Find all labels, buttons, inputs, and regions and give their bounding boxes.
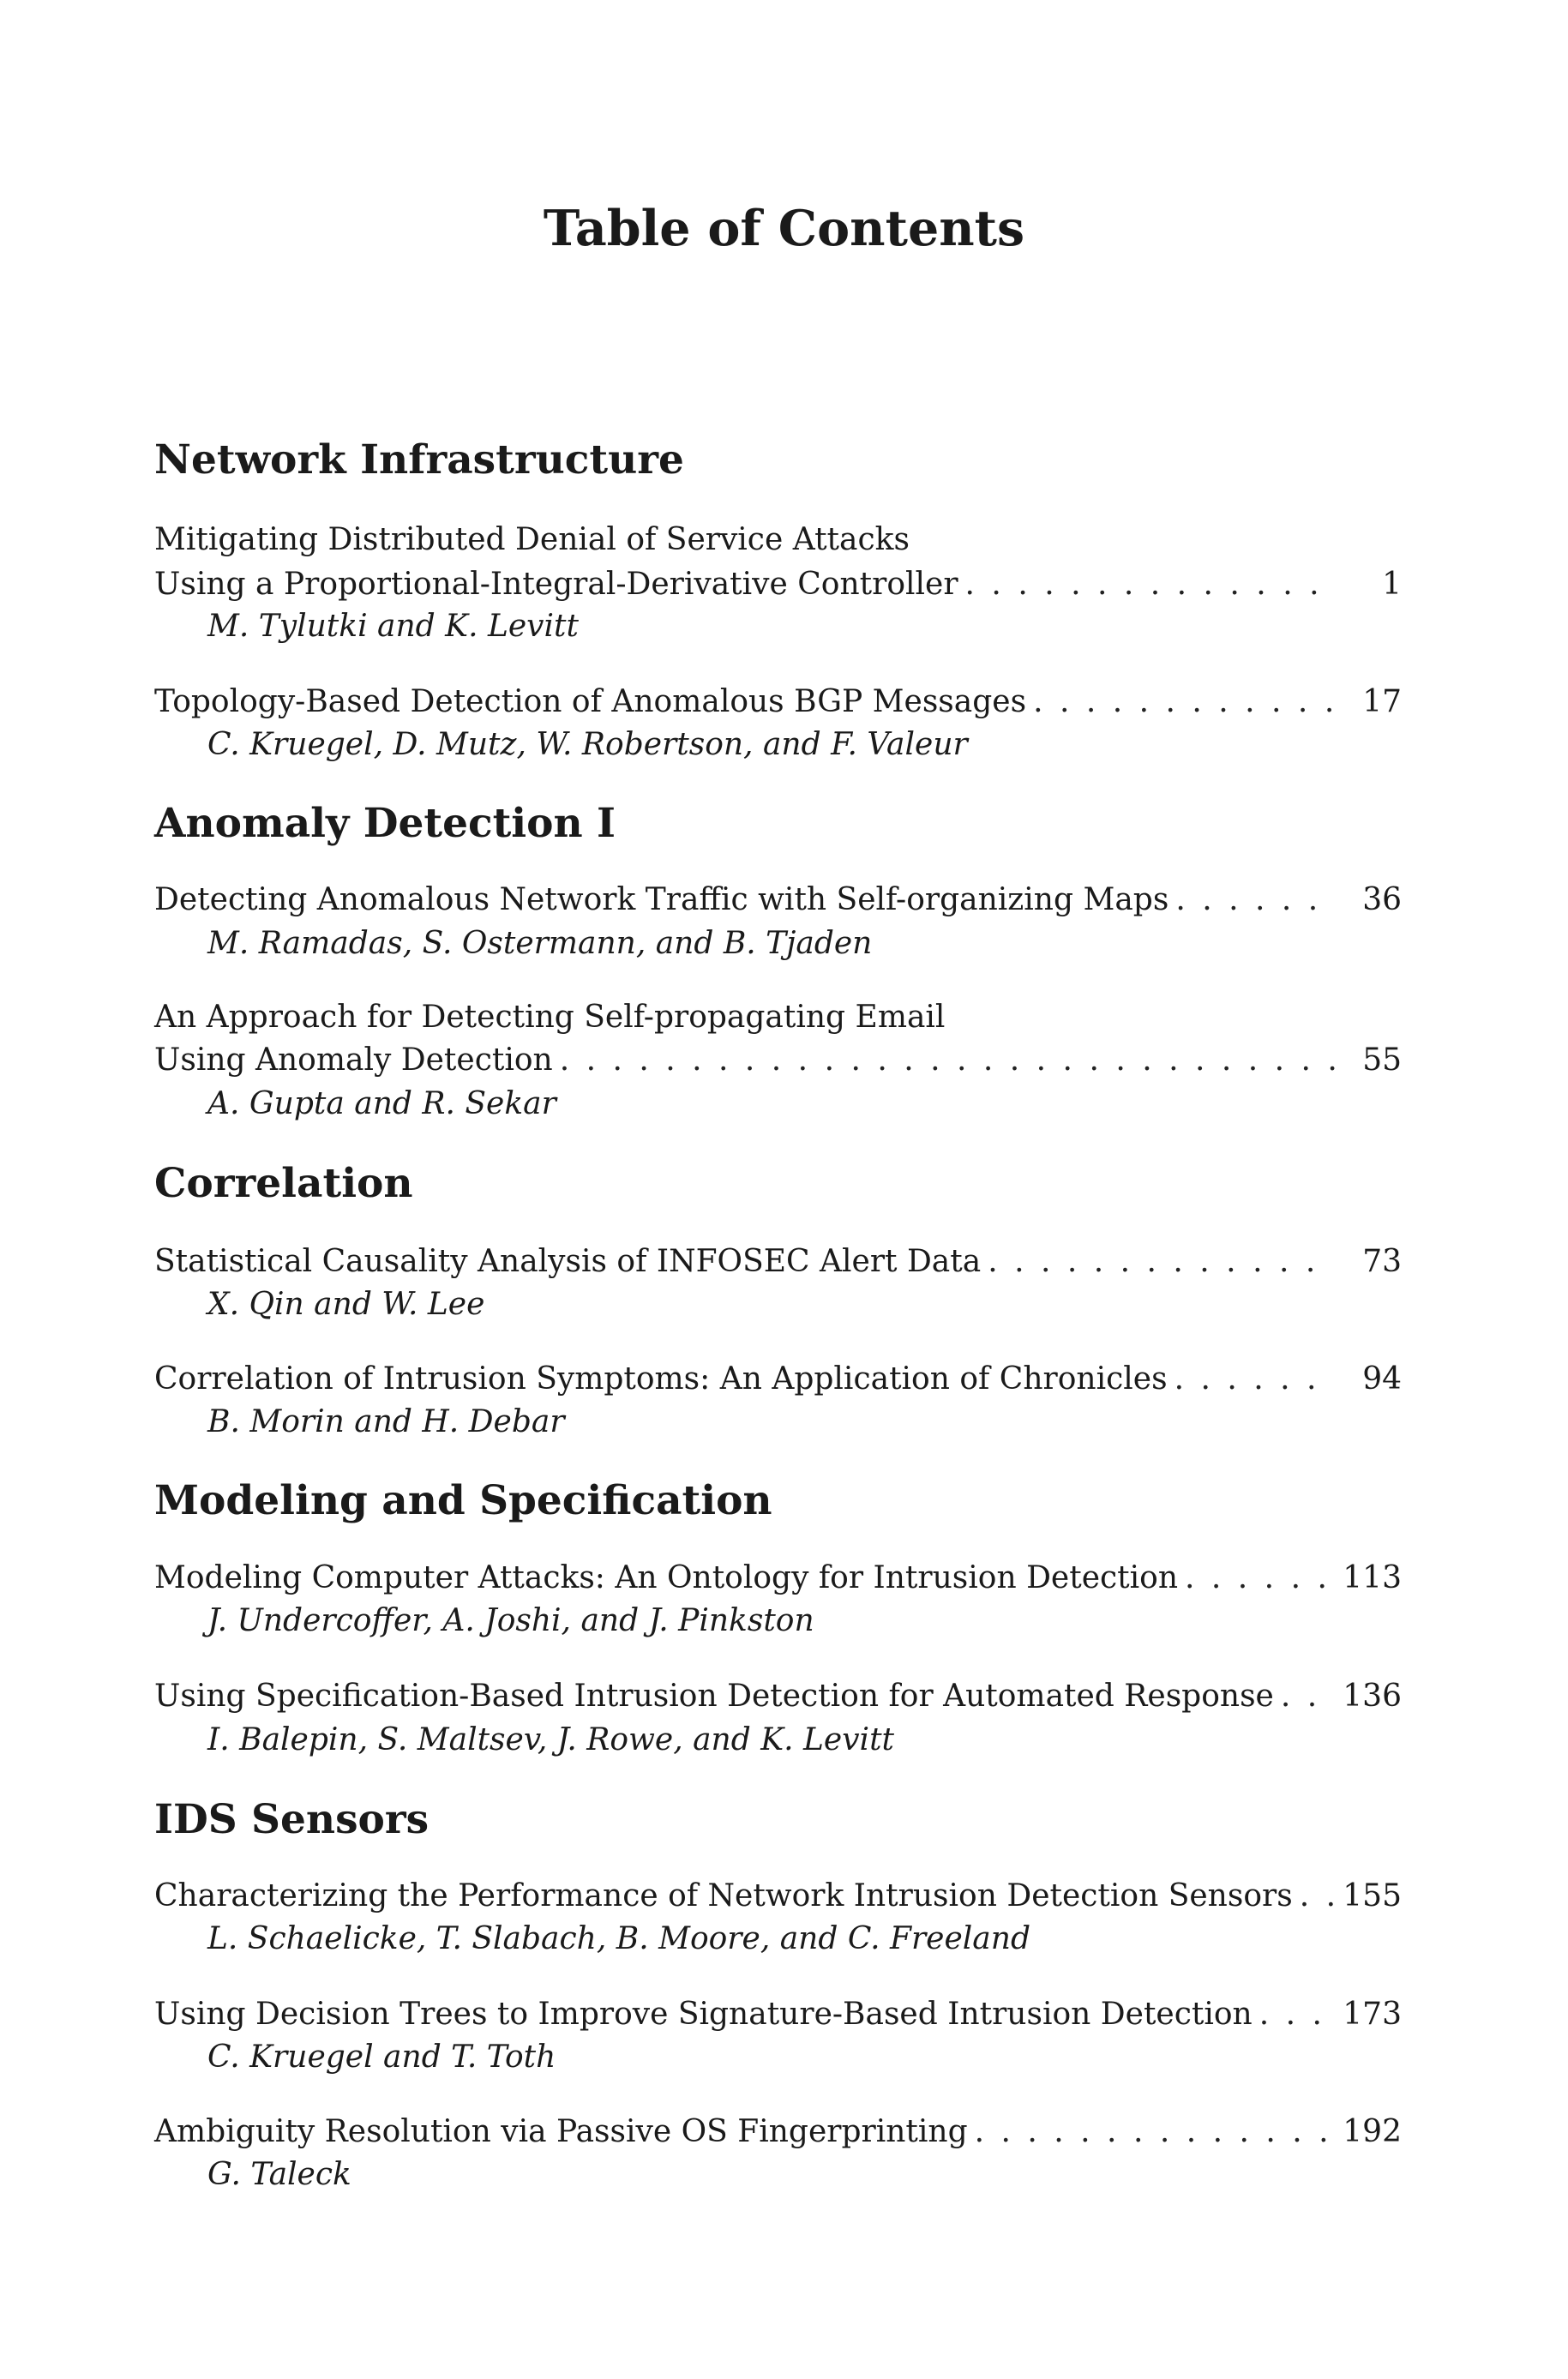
page-number: 1	[1382, 567, 1402, 602]
entry-authors: C. Kruegel, D. Mutz, W. Robertson, and F. Valeur	[207, 727, 968, 762]
section-heading-ids-sensors: IDS Sensors	[154, 1796, 430, 1843]
entry-authors: L. Schaelicke, T. Slabach, B. Moore, and C. Freeland	[207, 1921, 1030, 1956]
section-heading-correlation: Correlation	[154, 1160, 413, 1207]
entry-title: An Approach for Detecting Self-propagating Email	[154, 1000, 946, 1035]
section-heading-modeling-and-specification: Modeling and Specification	[154, 1477, 772, 1524]
toc-entry-title-line[interactable]	[154, 1992, 1402, 2037]
entry-title: Correlation of Intrusion Symptoms: An Application of Chronicles	[154, 1361, 1168, 1397]
toc-entry-title-line[interactable]	[154, 1874, 1402, 1919]
entry-title: Using a Proportional-Integral-Derivative Controller	[154, 567, 958, 602]
entry-authors: M. Tylutki and K. Levitt	[207, 609, 579, 644]
toc-entry-title-line[interactable]	[154, 680, 1402, 724]
page-number: 17	[1362, 684, 1402, 719]
toc-entry-title-line[interactable]	[154, 1357, 1402, 1402]
dot-leader	[965, 562, 1335, 607]
toc-entry-title-line[interactable]	[154, 1038, 1402, 1083]
entry-title: Using Anomaly Detection	[154, 1042, 553, 1078]
entry-title: Detecting Anomalous Network Traffic with Self-organizing Maps	[154, 882, 1169, 917]
page-number: 173	[1343, 1997, 1402, 2032]
entry-authors: I. Balepin, S. Maltsev, J. Rowe, and K. Levitt	[207, 1722, 894, 1757]
section-heading-network-infrastructure: Network Infrastructure	[154, 436, 684, 484]
page-number: 73	[1362, 1244, 1402, 1279]
toc-entry-title-line[interactable]	[154, 1240, 1402, 1284]
entry-title: Using Specification-Based Intrusion Detection for Automated Response	[154, 1679, 1274, 1714]
toc-entry-title-line[interactable]	[154, 562, 1402, 607]
page-title: Table of Contents	[543, 200, 1025, 257]
section-heading-anomaly-detection-i: Anomaly Detection I	[154, 800, 616, 847]
dot-leader	[988, 1240, 1335, 1284]
toc-entry-title-line[interactable]	[154, 518, 1402, 562]
entry-authors: J. Undercoffer, A. Joshi, and J. Pinkston	[207, 1603, 814, 1638]
dot-leader	[975, 2110, 1335, 2154]
entry-authors: C. Kruegel and T. Toth	[207, 2040, 556, 2075]
dot-leader	[1175, 878, 1335, 922]
dot-leader	[1281, 1674, 1335, 1719]
page-number: 192	[1343, 2114, 1402, 2149]
dot-leader	[1185, 1556, 1335, 1601]
dot-leader	[1300, 1874, 1335, 1919]
entry-title: Characterizing the Performance of Network Intrusion Detection Sensors	[154, 1878, 1293, 1913]
dot-leader	[1033, 680, 1335, 724]
page-number: 136	[1343, 1679, 1402, 1714]
toc-entry-title-line[interactable]	[154, 1556, 1402, 1601]
entry-title: Statistical Causality Analysis of INFOSEC Alert Data	[154, 1244, 982, 1279]
entry-authors: X. Qin and W. Lee	[207, 1287, 485, 1322]
toc-entry-title-line[interactable]	[154, 1674, 1402, 1719]
entry-title: Using Decision Trees to Improve Signature-Based Intrusion Detection	[154, 1997, 1253, 2032]
dot-leader	[560, 1038, 1335, 1083]
entry-title: Modeling Computer Attacks: An Ontology for Intrusion Detection	[154, 1560, 1179, 1595]
toc-entry-title-line[interactable]	[154, 878, 1402, 922]
entry-authors: B. Morin and H. Debar	[207, 1404, 565, 1439]
entry-authors: M. Ramadas, S. Ostermann, and B. Tjaden	[207, 926, 873, 961]
toc-entry-title-line[interactable]	[154, 995, 1402, 1040]
entry-title: Mitigating Distributed Denial of Service Attacks	[154, 522, 910, 557]
toc-entry-title-line[interactable]	[154, 2110, 1402, 2154]
page-number: 113	[1343, 1560, 1402, 1595]
entry-title: Ambiguity Resolution via Passive OS Fingerprinting	[154, 2114, 968, 2149]
page-number: 55	[1362, 1042, 1402, 1078]
page-number: 155	[1343, 1878, 1402, 1913]
page-number: 94	[1362, 1361, 1402, 1397]
entry-title: Topology-Based Detection of Anomalous BGP Messages	[154, 684, 1027, 719]
entry-authors: G. Taleck	[207, 2157, 351, 2192]
entry-authors: A. Gupta and R. Sekar	[207, 1086, 556, 1121]
dot-leader	[1259, 1992, 1335, 2037]
dot-leader	[1174, 1357, 1335, 1402]
page-number: 36	[1362, 882, 1402, 917]
